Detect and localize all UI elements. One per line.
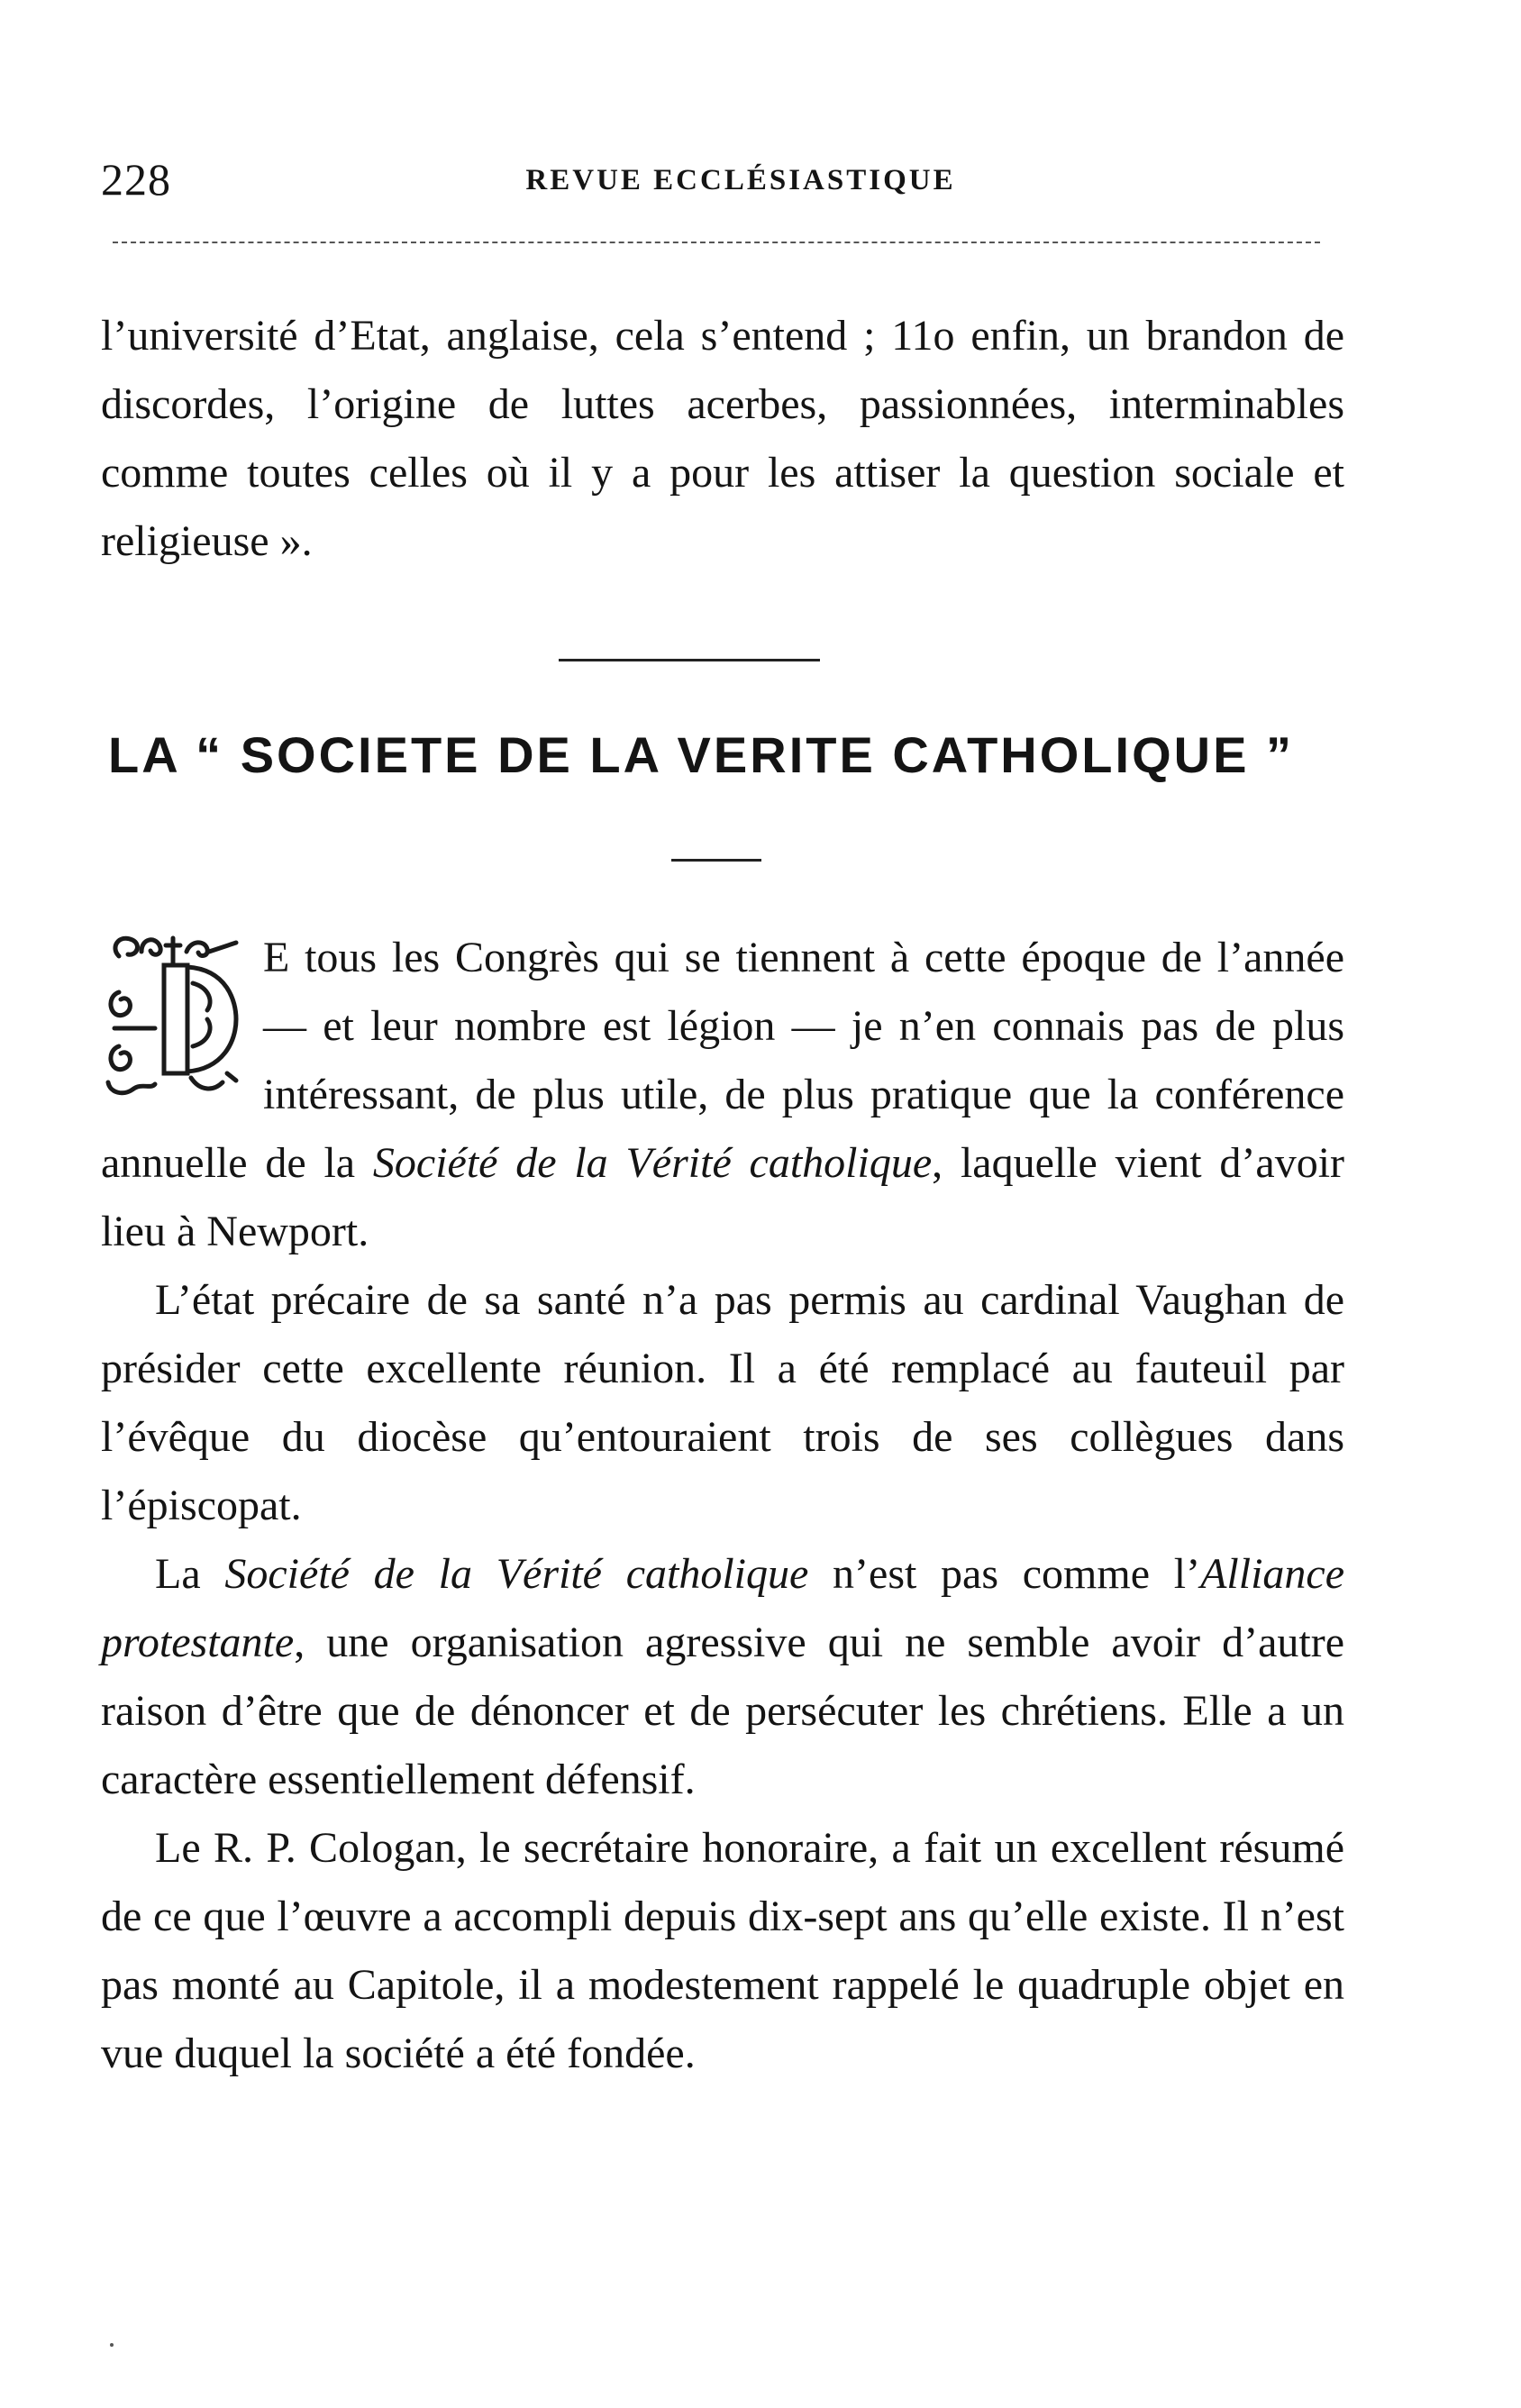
running-title: REVUE ECCLÉSIASTIQUE	[525, 164, 956, 196]
intro-paragraph: l’université d’Etat, anglaise, cela s’entend ; 11o enfin, un brandon de discordes, l’origine de luttes acerbes, passionnées, interminables comme toutes celles où il y a pour les attiser la question sociale et religieuse ».	[101, 312, 1344, 565]
paragraph-1-end: , laquelle vient d’avoir lieu à Newport.	[101, 1139, 1345, 1255]
section-divider-bottom	[671, 859, 761, 862]
print-speck	[110, 2343, 114, 2347]
page-header	[101, 153, 1344, 225]
section-body	[101, 924, 1344, 2088]
paragraph-3	[101, 1540, 1344, 1814]
ornamental-drop-cap-icon	[101, 929, 245, 1100]
italic-society-name: Société de la Vérité catholique	[372, 1139, 933, 1187]
section-divider-top	[559, 659, 820, 661]
page-number: 228	[101, 154, 171, 205]
header-divider	[113, 242, 1320, 243]
italic-alliance-name: Alliance protestante	[101, 1550, 1345, 1666]
paragraph-3-end: , une organisation agressive qui ne semble avoir d’autre raison d’être que de dénoncer et de persécuter les chrétiens. Elle a un caractère essentiellement défensif.	[101, 1619, 1344, 1803]
section-heading: LA “ SOCIETE DE LA VERITE CATHOLIQUE ”	[108, 726, 1294, 783]
paragraph-3-start: La	[155, 1550, 225, 1598]
paragraph-4: Le R. P. Cologan, le secrétaire honoraire, a fait un excellent résumé de ce que l’œuvre a accompli depuis dix-sept ans qu’elle existe. Il n’est pas monté au Capitole, il a modestement rappelé le quadruple objet en vue duquel la société a été fondée.	[101, 1824, 1344, 2077]
intro-paragraph-block	[101, 302, 1344, 576]
italic-society-name-2: Société de la Vérité catholique	[224, 1550, 809, 1598]
paragraph-2: L’état précaire de sa santé n’a pas permis au cardinal Vaughan de présider cette excellente réunion. Il a été remplacé au fauteuil par l’évêque du diocèse qu’entouraient trois de ses collègues dans l’épiscopat.	[101, 1276, 1344, 1529]
paragraph-1-text: E tous les Congrès qui se tiennent à cette époque de l’année — et leur nombre est légion — je n’en connais pas de plus intéressant, de plus utile, de plus pratique que la conférence annuelle de la	[101, 934, 1344, 1187]
paragraph-1	[101, 924, 1344, 1266]
paragraph-3-middle: n’est pas comme l’	[808, 1550, 1201, 1598]
